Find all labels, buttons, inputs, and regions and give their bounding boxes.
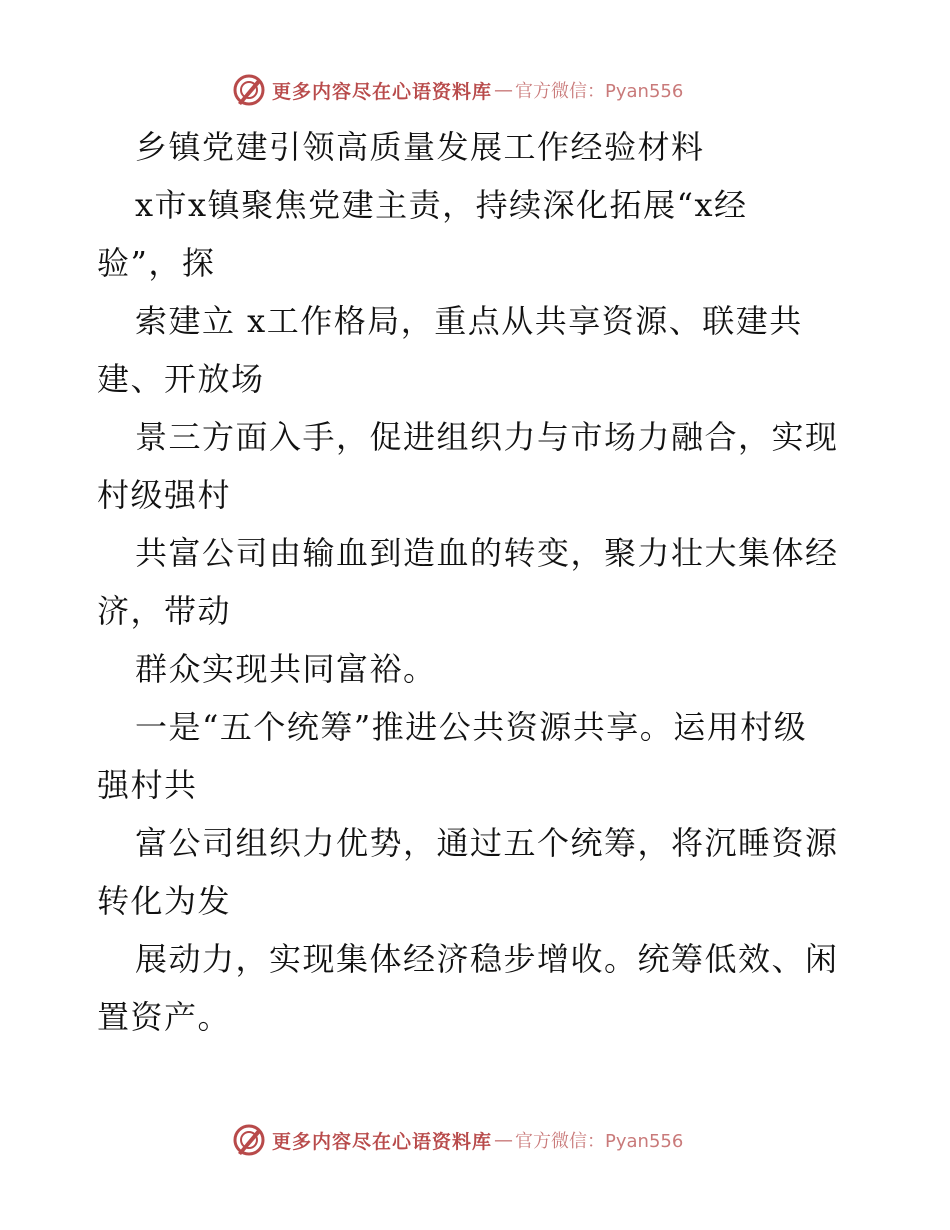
document-title: 乡镇党建引领高质量发展工作经验材料 [135, 128, 705, 166]
watermark-contact: 官方微信：Pyan556 [515, 81, 684, 102]
paragraph-line: x市x镇聚焦党建主责，持续深化拓展“x经 [135, 186, 748, 224]
paragraph-line: 验”，探 [97, 244, 216, 282]
paragraph-line: 富公司组织力优势，通过五个统筹，将沉睡资源 [135, 824, 839, 862]
paragraph-line: 共富公司由输血到造血的转变，聚力壮大集体经 [135, 534, 839, 572]
document-body [97, 118, 867, 1046]
quill-seal-icon [232, 73, 266, 107]
paragraph-line: 村级强村 [97, 476, 232, 514]
paragraph-line: 群众实现共同富裕。 [135, 650, 437, 688]
header-watermark [232, 70, 683, 110]
paragraph-line: 建、开放场 [97, 360, 265, 398]
paragraph-line: 一是“五个统筹”推进公共资源共享。运用村级 [135, 708, 808, 746]
watermark-brand: 更多内容尽在心语资料库 [272, 1130, 493, 1153]
footer-watermark [232, 1120, 683, 1160]
paragraph-line: 转化为发 [97, 882, 232, 920]
watermark-contact: 官方微信：Pyan556 [515, 1131, 684, 1152]
paragraph-line: 济，带动 [97, 592, 232, 630]
watermark-separator: — [494, 1129, 514, 1151]
quill-seal-icon [232, 1123, 266, 1157]
watermark-separator: — [494, 79, 514, 101]
paragraph-line: 展动力，实现集体经济稳步增收。统筹低效、闲 [135, 940, 839, 978]
paragraph-line: 强村共 [97, 766, 198, 804]
paragraph-line: 索建立 x工作格局，重点从共享资源、联建共 [135, 302, 803, 340]
watermark-brand: 更多内容尽在心语资料库 [272, 80, 493, 103]
paragraph-line: 置资产。 [97, 998, 232, 1036]
paragraph-line: 景三方面入手，促进组织力与市场力融合，实现 [135, 418, 839, 456]
